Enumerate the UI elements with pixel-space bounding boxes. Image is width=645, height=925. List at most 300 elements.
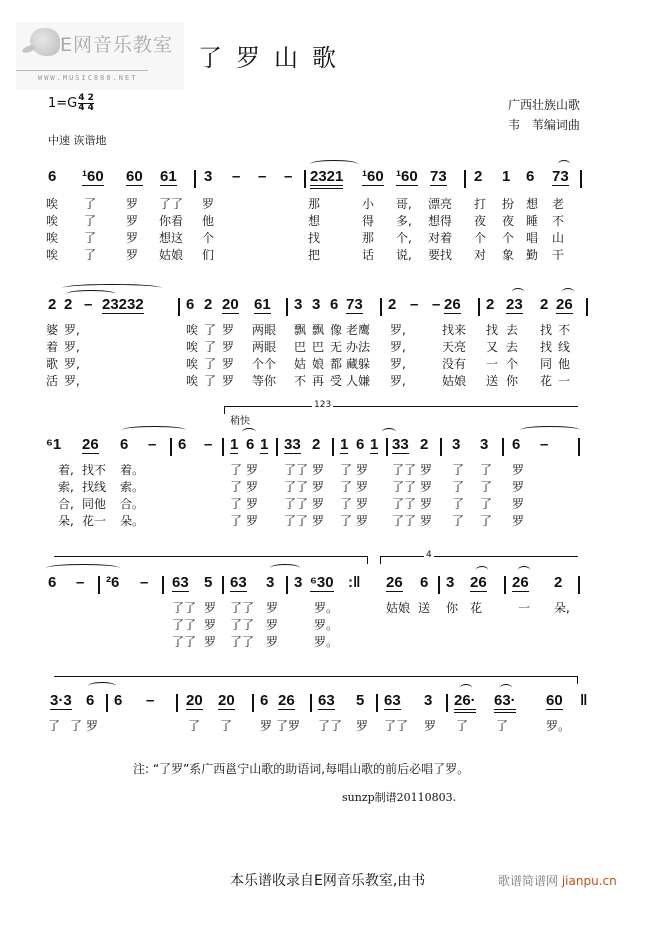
lyric: 罗, (390, 340, 406, 354)
note: 26 (386, 574, 403, 591)
lyric: 对 (474, 248, 487, 262)
note: 5 (356, 692, 365, 709)
lyric: 哥, (396, 197, 412, 211)
lyric: 送 (418, 601, 431, 615)
note: 3 (294, 296, 303, 313)
note: 23232 (102, 296, 144, 313)
footnote: 注: “了罗”系广西邕宁山歌的助语词,每唱山歌的前后必唱了罗。 (133, 762, 470, 776)
lyric: 了 (452, 497, 465, 511)
logo-text: E网音乐教室 (60, 34, 174, 56)
lyric: 找线 (82, 480, 107, 494)
lyric: 了了 (159, 197, 184, 211)
lyric: 罗 (312, 480, 325, 494)
note: – (204, 436, 213, 453)
lyric: 找 (308, 231, 321, 245)
note: 73 (346, 296, 363, 313)
note: 3 (424, 692, 433, 709)
lyric: 了 (452, 480, 465, 494)
lyric: 那 (362, 231, 375, 245)
lyric: 找不 (82, 463, 107, 477)
lyric: 罗 (222, 340, 235, 354)
lyric: 你 (446, 601, 459, 615)
lyric: 合, (58, 497, 74, 511)
lyric: 了了 (284, 480, 309, 494)
tempo-change: 稍快 (230, 416, 250, 427)
lyric: 唉 (186, 340, 199, 354)
lyric: 罗 (222, 374, 235, 388)
note: 2 (420, 436, 429, 453)
barline (286, 576, 288, 594)
lyric: 没有 (442, 357, 467, 371)
lyric: 你 (506, 374, 519, 388)
note: 26 (470, 574, 487, 591)
lyric: 罗, (64, 323, 80, 337)
lyric: 罗 (222, 323, 235, 337)
lyric: 了 (84, 231, 97, 245)
lyric: 对着 (428, 231, 453, 245)
volta-bracket-123 (224, 406, 578, 414)
lyric: 罗 (356, 514, 369, 528)
lyric: 了 (452, 463, 465, 477)
time-signature (78, 94, 94, 113)
lyric: 勤 (526, 248, 539, 262)
lyric: 罗 (420, 514, 433, 528)
note: – (140, 574, 149, 591)
logo-emblem-icon (30, 28, 60, 56)
barline (446, 694, 448, 712)
lyric: 了了 (318, 719, 343, 733)
lyric: 了 (456, 719, 469, 733)
lyric: 像 (330, 323, 343, 337)
note: 2 (540, 296, 549, 313)
lyric: 了 (230, 514, 243, 528)
lyric: 了 (84, 248, 97, 262)
lyric: 索。 (120, 480, 145, 494)
barline (504, 576, 506, 594)
barline (586, 298, 588, 316)
lyric: 着。 (120, 463, 145, 477)
barline (162, 576, 164, 594)
note: – (432, 296, 441, 313)
barline (304, 170, 306, 188)
time-numerator: 4 2 (78, 93, 94, 103)
lyric: 了 (480, 463, 493, 477)
barline (170, 438, 172, 456)
lyric: 罗 (246, 480, 259, 494)
lyric: 唉 (186, 323, 199, 337)
lyric: 罗。 (314, 601, 339, 615)
lyric: 朵。 (120, 514, 145, 528)
note: 1 (230, 436, 239, 453)
note: 2 (486, 296, 495, 313)
note: 3 (204, 168, 213, 185)
note: 1 (340, 436, 349, 453)
note: ²6 (106, 574, 120, 591)
lyric: 他 (558, 357, 571, 371)
lyric: 了 (84, 214, 97, 228)
note: 3 (480, 436, 489, 453)
lyric: 线 (558, 340, 571, 354)
lyric: 罗 (204, 601, 217, 615)
lyric: 又 (486, 340, 499, 354)
lyric: 山 (552, 231, 565, 245)
lyric: 朵, (554, 601, 570, 615)
key-label: 1=G (48, 96, 78, 111)
lyric: 了 (452, 514, 465, 528)
slur (270, 564, 300, 572)
lyric: 婆 (46, 323, 59, 337)
lyric: 老鹰 (346, 323, 371, 337)
lyric: 把 (308, 248, 321, 262)
lyric: 了了 (284, 497, 309, 511)
note: 6 (512, 436, 521, 453)
song-origin: 广西壮族山歌 (508, 98, 581, 112)
lyric: 了 (496, 719, 509, 733)
lyric: 个, (396, 231, 412, 245)
lyric: 个个 (252, 357, 277, 371)
lyric: 唉 (46, 214, 59, 228)
lyric: 扮 (502, 197, 515, 211)
note: 6 (420, 574, 429, 591)
note: 73 (430, 168, 447, 185)
lyric: 巴 (294, 340, 307, 354)
lyric: 漂亮 (428, 197, 453, 211)
slur (122, 426, 186, 434)
note: – (148, 436, 157, 453)
note: – (146, 692, 155, 709)
lyric: 合。 (120, 497, 145, 511)
note: 26· (454, 692, 476, 713)
slur (382, 428, 396, 436)
lyric: 罗 (424, 719, 437, 733)
lyric: 打 (474, 197, 487, 211)
lyric: 等你 (252, 374, 277, 388)
barline (578, 576, 580, 594)
barline (106, 694, 108, 712)
note: 1 (370, 436, 379, 453)
note: 2 (474, 168, 483, 185)
lyric: 找 (486, 323, 499, 337)
note: 63 (172, 574, 189, 591)
note: 63 (318, 692, 335, 709)
lyric: 了 (48, 719, 61, 733)
lyric: 想得 (428, 214, 453, 228)
lyric: 受 (330, 374, 343, 388)
lyric: 罗 (86, 719, 99, 733)
watermark-text: 歌谱简谱网 (498, 874, 559, 888)
lyric: 飘 (312, 323, 325, 337)
note: 6 (86, 692, 95, 709)
note: 20 (218, 692, 235, 709)
lyric: 了 (70, 719, 83, 733)
lyric: 办法 (346, 340, 371, 354)
lyric: 了了 (230, 618, 255, 632)
volta-bracket-123-end (54, 556, 368, 564)
note: 1 (502, 168, 511, 185)
source-footer: 本乐谱收录自E网音乐教室,由书 (230, 873, 426, 889)
lyric: 了 (204, 374, 217, 388)
lyric: 他 (202, 214, 215, 228)
lyric: 人嫌 (346, 374, 371, 388)
volta-bracket-4 (380, 556, 578, 564)
barline (376, 694, 378, 712)
lyric: 了 (480, 514, 493, 528)
note: 2 (312, 436, 321, 453)
lyric: 花一 (82, 514, 107, 528)
note: 63 (230, 574, 247, 591)
lyric: 了了 (284, 463, 309, 477)
slur (500, 684, 512, 692)
lyric: 话 (362, 248, 375, 262)
note: – (410, 296, 419, 313)
barline (176, 694, 178, 712)
lyric: 天亮 (442, 340, 467, 354)
slur (558, 160, 570, 168)
note: – (84, 296, 93, 313)
lyric: 罗 (356, 719, 369, 733)
note: 61 (160, 168, 177, 185)
slur (460, 684, 472, 692)
note: 6 (48, 168, 57, 185)
note: 2 (64, 296, 73, 313)
barline (222, 438, 224, 456)
lyric: 活 (46, 374, 59, 388)
tempo-marking: 中速 诙谐地 (48, 134, 107, 147)
lyric: 罗 (420, 463, 433, 477)
slur (88, 682, 116, 690)
lyric: 了 (340, 497, 353, 511)
lyric: 姑娘 (159, 248, 184, 262)
time-denominator: 4 4 (78, 103, 94, 113)
lyric: 罗 (202, 197, 215, 211)
lyric: 姑娘 (442, 374, 467, 388)
note: 63· (494, 692, 516, 713)
note: 6 (186, 296, 195, 313)
note: 26 (444, 296, 461, 313)
note: 60 (126, 168, 143, 185)
lyric: 了了 (392, 463, 417, 477)
lyric: 了 (204, 323, 217, 337)
lyric: 象 (502, 248, 515, 262)
song-title: 了罗山歌 (198, 44, 350, 72)
lyric: 小 (362, 197, 375, 211)
lyric: 了 (230, 463, 243, 477)
lyric: 罗, (390, 357, 406, 371)
lyric: 藏躲 (346, 357, 371, 371)
lyric: 罗 (204, 618, 217, 632)
lyric: 罗 (512, 463, 525, 477)
slur (46, 564, 120, 572)
lyric: 了了 (284, 514, 309, 528)
lyric: 了了 (172, 635, 197, 649)
lyric: 歌 (46, 357, 59, 371)
slur (518, 566, 530, 574)
logo-leaf-icon (21, 44, 36, 54)
site-logo (16, 22, 184, 90)
lyric: 罗 (246, 497, 259, 511)
barline (286, 298, 288, 316)
lyric: 唉 (46, 197, 59, 211)
lyric: 睡 (526, 214, 539, 228)
note: 20 (222, 296, 239, 313)
lyric: 得 (362, 214, 375, 228)
volta-label: 123 (314, 400, 332, 410)
song-author: 韦 苇编词曲 (508, 118, 580, 132)
barline (276, 438, 278, 456)
lyric: 罗, (390, 323, 406, 337)
slur (512, 288, 524, 296)
lyric: 了 (84, 197, 97, 211)
lyric: 两眼 (252, 323, 277, 337)
note: 6 (246, 436, 255, 453)
lyric: 去 (506, 323, 519, 337)
lyric: 个 (202, 231, 215, 245)
slur (520, 426, 580, 434)
note: 23 (506, 296, 523, 313)
barline (178, 298, 180, 316)
barline (252, 694, 254, 712)
lyric: 了 (480, 497, 493, 511)
note: – (258, 168, 267, 185)
note: 6 (260, 692, 269, 709)
lyric: 了了 (392, 514, 417, 528)
note: 2321 (310, 168, 343, 189)
lyric: 了 (340, 514, 353, 528)
lyric: 朵, (58, 514, 74, 528)
note: 3 (266, 574, 275, 591)
lyric: 干 (552, 248, 565, 262)
note: 26 (512, 574, 529, 591)
barline (478, 298, 480, 316)
lyric: 不 (558, 323, 571, 337)
note: ¹60 (362, 168, 384, 185)
lyric: 说, (396, 248, 412, 262)
lyric: 了了 (384, 719, 409, 733)
lyric: 个 (502, 231, 515, 245)
lyric: 去 (506, 340, 519, 354)
lyric: 唱 (526, 231, 539, 245)
lyric: 了 (340, 463, 353, 477)
lyric: 罗 (420, 480, 433, 494)
note: 3 (446, 574, 455, 591)
lyric: 罗 (266, 601, 279, 615)
note: – (76, 574, 85, 591)
lyric: 唉 (46, 231, 59, 245)
lyric: 了 (204, 340, 217, 354)
lyric: 花 (470, 601, 483, 615)
lyric: 罗, (64, 340, 80, 354)
note: 1 (260, 436, 269, 453)
barline (578, 438, 580, 456)
watermark (498, 872, 617, 889)
lyric: 了 (340, 480, 353, 494)
lyric: 罗 (312, 463, 325, 477)
note: ¹60 (82, 168, 104, 185)
lyric: 要找 (428, 248, 453, 262)
lyric: 那 (308, 197, 321, 211)
lyric: 两眼 (252, 340, 277, 354)
lyric: 罗 (420, 497, 433, 511)
note: 63 (384, 692, 401, 709)
lyric: 巴 (312, 340, 325, 354)
note: 2 (204, 296, 213, 313)
note: 26 (278, 692, 295, 709)
barline (98, 576, 100, 594)
lyric: 老 (552, 197, 565, 211)
key-signature (48, 94, 94, 113)
note: 2 (388, 296, 397, 313)
lyric: 罗 (246, 463, 259, 477)
lyric: 罗 (356, 480, 369, 494)
lyric: 着, (58, 463, 74, 477)
note: 6 (330, 296, 339, 313)
lyric: 罗 (222, 357, 235, 371)
note: 20 (186, 692, 203, 709)
lyric: 同 (540, 357, 553, 371)
lyric: 找 (540, 323, 553, 337)
note: 6 (356, 436, 365, 453)
lyric: 了 (230, 497, 243, 511)
lyric: 唉 (46, 248, 59, 262)
lyric: 无 (330, 340, 343, 354)
note: 33 (284, 436, 301, 453)
lyric: 找来 (442, 323, 467, 337)
note: – (540, 436, 549, 453)
lyric: 罗 (204, 635, 217, 649)
volta-bracket-4-end (54, 676, 578, 684)
lyric: 罗 (266, 635, 279, 649)
lyric: 了 (204, 357, 217, 371)
note: – (232, 168, 241, 185)
note: 3 (294, 574, 303, 591)
lyric: 罗 (312, 497, 325, 511)
lyric: 罗 (126, 248, 139, 262)
note: ⁶30 (310, 574, 334, 591)
lyric: 罗 (356, 463, 369, 477)
lyric: 再 (312, 374, 325, 388)
barline (194, 170, 196, 188)
lyric: 了了 (392, 497, 417, 511)
lyric: 罗 (126, 197, 139, 211)
lyric: 罗 (246, 514, 259, 528)
note: 26 (82, 436, 99, 453)
lyric: 罗 (126, 231, 139, 245)
lyric: 唉 (186, 374, 199, 388)
logo-url: WWW.MUSIC888.NET (38, 74, 138, 82)
lyric: 姑娘 (386, 601, 411, 615)
repeat-end: :‖ (348, 574, 361, 591)
note: 3 (312, 296, 321, 313)
note: 2 (48, 296, 57, 313)
note: – (284, 168, 293, 185)
note: 6 (48, 574, 57, 591)
barline (580, 170, 582, 188)
lyric: 了 (230, 480, 243, 494)
lyric: 罗 (356, 497, 369, 511)
note: 73 (552, 168, 569, 185)
lyric: 夜 (474, 214, 487, 228)
final-barline: ‖ (580, 692, 588, 709)
barline (438, 576, 440, 594)
lyric: 着 (46, 340, 59, 354)
note: 6 (178, 436, 187, 453)
barline (440, 438, 442, 456)
lyric: 个 (474, 231, 487, 245)
lyric: 想 (526, 197, 539, 211)
lyric: 罗。 (314, 618, 339, 632)
lyric: 唉 (186, 357, 199, 371)
note: 26 (556, 296, 573, 313)
